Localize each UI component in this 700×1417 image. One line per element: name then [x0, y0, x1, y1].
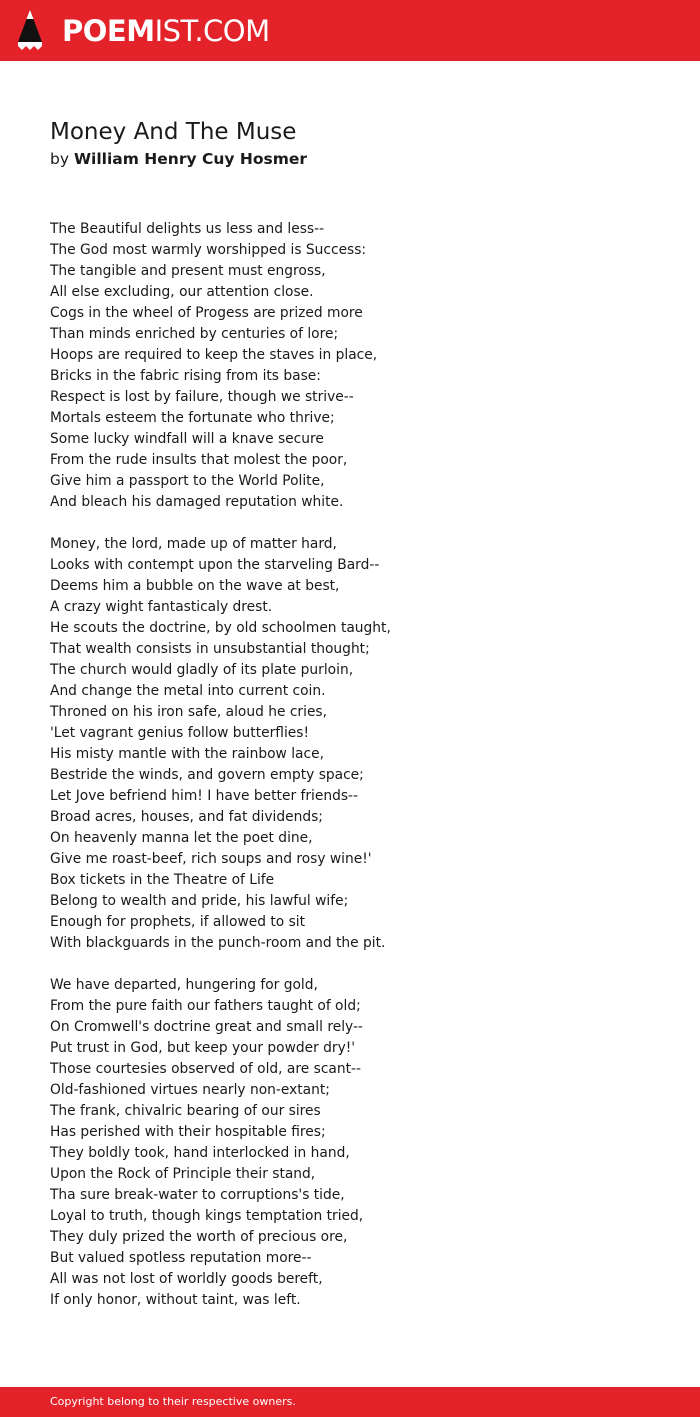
poem-line: Upon the Rock of Principle their stand,: [50, 1166, 316, 1182]
poem-line: Respect is lost by failure, though we strive--: [50, 389, 354, 405]
poem-line: From the pure faith our fathers taught of old;: [50, 998, 361, 1014]
poem-line: Give me roast-beef, rich soups and rosy wine!': [50, 851, 372, 867]
by-label: by: [50, 150, 70, 168]
poem-line: Those courtesies observed of old, are scant--: [50, 1061, 361, 1077]
poem-line: A crazy wight fantasticaly drest.: [50, 599, 273, 615]
poem-line: Hoops are required to keep the staves in place,: [50, 347, 378, 363]
poem-line: But valued spotless reputation more--: [50, 1250, 312, 1266]
poem-line: Give him a passport to the World Polite,: [50, 473, 325, 489]
poem-line: Box tickets in the Theatre of Life: [50, 872, 275, 888]
poem-line: Let Jove befriend him! I have better friends--: [50, 788, 358, 804]
poem-line: Deems him a bubble on the wave at best,: [50, 578, 340, 594]
poem-line: Looks with contempt upon the starveling Bard--: [50, 557, 380, 573]
poem-line: Old-fashioned virtues nearly non-extant;: [50, 1082, 330, 1098]
poem-line: 'Let vagrant genius follow butterflies!: [50, 725, 309, 741]
site-footer: [0, 1387, 700, 1417]
copyright-text: Copyright belong to their respective owners.: [50, 1395, 296, 1408]
site-logo-text[interactable]: [62, 11, 270, 51]
poem-stanza: [50, 975, 670, 1311]
brand-bold-text: POEM: [62, 14, 155, 48]
poem-line: Loyal to truth, though kings temptation tried,: [50, 1208, 364, 1224]
poem-line: The frank, chivalric bearing of our sires: [50, 1103, 321, 1119]
poem-line: Put trust in God, but keep your powder dry!': [50, 1040, 356, 1056]
site-header: [0, 0, 700, 61]
poem-line: Has perished with their hospitable fires;: [50, 1124, 326, 1140]
poem-line: On heavenly manna let the poet dine,: [50, 830, 313, 846]
poem-line: All else excluding, our attention close.: [50, 284, 314, 300]
brand-light-text: IST.COM: [154, 14, 270, 48]
poem-line: Enough for prophets, if allowed to sit: [50, 914, 306, 930]
poem-line: The tangible and present must engross,: [50, 263, 326, 279]
poem-line: And change the metal into current coin.: [50, 683, 326, 699]
poem-author[interactable]: William Henry Cuy Hosmer: [73, 150, 308, 168]
poem-line: He scouts the doctrine, by old schoolmen taught,: [50, 620, 391, 636]
poem-stanza: [50, 534, 670, 954]
poem-line: The Beautiful delights us less and less--: [50, 221, 325, 237]
poem-line: Some lucky windfall will a knave secure: [50, 431, 324, 447]
poem-line: The church would gladly of its plate purloin,: [50, 662, 354, 678]
poem-title: Money And The Muse: [50, 119, 297, 145]
poem-line: And bleach his damaged reputation white.: [50, 494, 344, 510]
poem-line: That wealth consists in unsubstantial thought;: [50, 641, 370, 657]
poem-line: With blackguards in the punch-room and the pit.: [50, 935, 386, 951]
poem-line: We have departed, hungering for gold,: [50, 977, 318, 993]
poem-stanza: [50, 219, 670, 513]
poem-line: The God most warmly worshipped is Success:: [50, 242, 367, 258]
poem-line: They boldly took, hand interlocked in hand,: [50, 1145, 350, 1161]
poem-line: His misty mantle with the rainbow lace,: [50, 746, 324, 762]
poem-body: [50, 219, 670, 1332]
poem-line: Money, the lord, made up of matter hard,: [50, 536, 337, 552]
poem-line: If only honor, without taint, was left.: [50, 1292, 301, 1308]
poem-line: Tha sure break-water to corruptions's tide,: [50, 1187, 345, 1203]
poem-line: Bestride the winds, and govern empty space;: [50, 767, 364, 783]
poem-line: All was not lost of worldly goods bereft,: [50, 1271, 323, 1287]
poem-line: They duly prized the worth of precious ore,: [50, 1229, 348, 1245]
poem-line: Throned on his iron safe, aloud he cries,: [50, 704, 328, 720]
poem-line: Broad acres, houses, and fat dividends;: [50, 809, 323, 825]
poem-line: From the rude insults that molest the poor,: [50, 452, 348, 468]
poem-byline: [50, 148, 307, 170]
poem-line: On Cromwell's doctrine great and small rely--: [50, 1019, 363, 1035]
poem-line: Bricks in the fabric rising from its base:: [50, 368, 321, 384]
poem-line: Than minds enriched by centuries of lore;: [50, 326, 339, 342]
poem-line: Mortals esteem the fortunate who thrive;: [50, 410, 335, 426]
poem-line: Cogs in the wheel of Progess are prized more: [50, 305, 363, 321]
poem-line: Belong to wealth and pride, his lawful wife;: [50, 893, 349, 909]
pencil-tip-icon[interactable]: [17, 9, 43, 51]
